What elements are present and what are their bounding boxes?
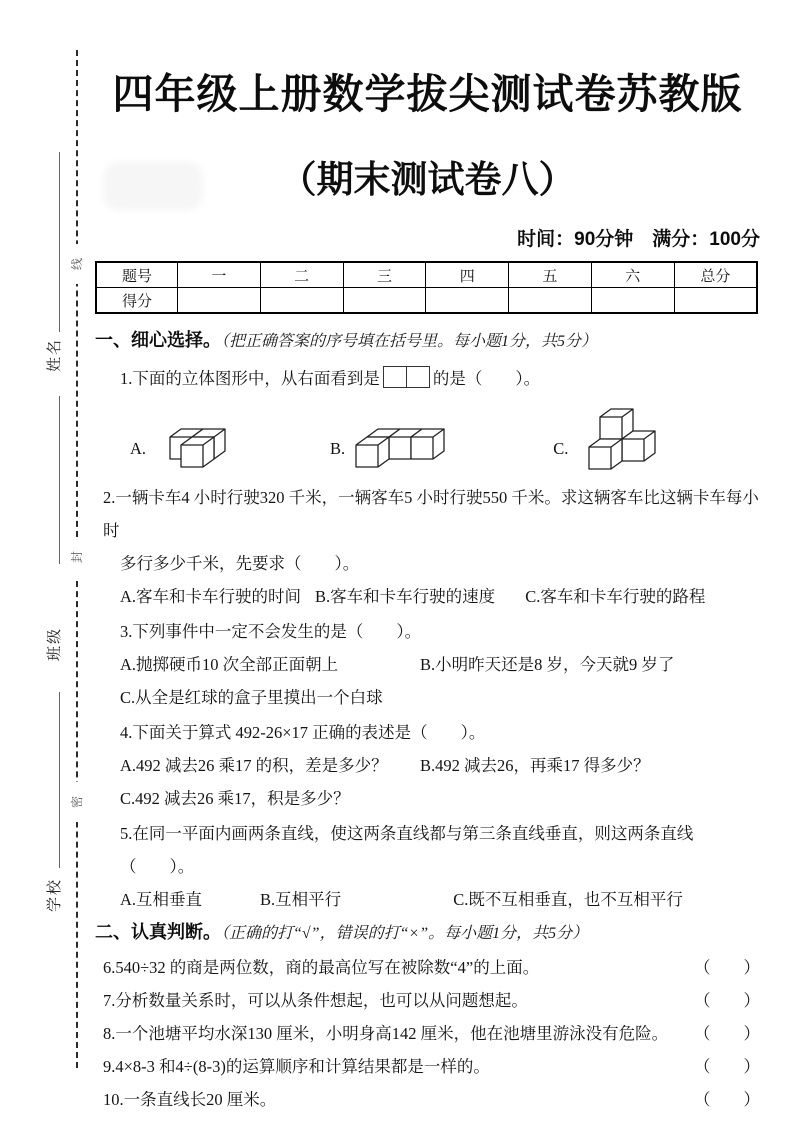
question-4-options-ab bbox=[95, 749, 760, 782]
cube-figure-a bbox=[130, 405, 242, 473]
q2-option-b: B.客车和卡车行驶的速度 bbox=[315, 587, 496, 606]
paper-subtitle: （期末测试卷八） bbox=[279, 159, 576, 200]
score-cell bbox=[426, 288, 509, 314]
score-col: 一 bbox=[178, 262, 261, 288]
score-table-corner: 题号 bbox=[96, 262, 178, 288]
answer-bracket: （ ） bbox=[694, 1057, 760, 1076]
q5-option-a: A.互相垂直 bbox=[120, 890, 203, 909]
judge-item-text: 7.分析数量关系时，可以从条件想起，也可以从问题想起。 bbox=[103, 991, 528, 1010]
score-cell bbox=[260, 288, 343, 314]
q4-option-a: A.492 减去26 乘17 的积，差是多少？ bbox=[120, 756, 388, 775]
q1-text-pre: 1.下面的立体图形中，从右面看到是 bbox=[120, 369, 380, 388]
score-col: 二 bbox=[260, 262, 343, 288]
q5-option-b: B.互相平行 bbox=[260, 890, 342, 909]
score-cell bbox=[509, 288, 592, 314]
seal-char-feng: 封 bbox=[69, 537, 85, 577]
score-cell bbox=[178, 288, 261, 314]
paper-body bbox=[95, 70, 760, 1116]
paper-title: 四年级上册数学拔尖测试卷苏教版 bbox=[112, 71, 743, 117]
score-cell bbox=[674, 288, 757, 314]
score-col: 五 bbox=[509, 262, 592, 288]
q2-option-c: C.客车和卡车行驶的路程 bbox=[525, 587, 706, 606]
question-2-line1: 2.一辆卡车4 小时行驶320 千米，一辆客车5 小时行驶550 千米。求这辆客车比这辆卡车每小时 bbox=[103, 488, 759, 540]
section1-title: 一、细心选择。 bbox=[95, 330, 221, 350]
score-table bbox=[95, 261, 758, 314]
question-4-stem: 4.下面关于算式 492-26×17 正确的表述是（ ）。 bbox=[120, 723, 486, 742]
section1-note: （把正确答案的序号填在括号里。每小题1分，共5分） bbox=[221, 333, 598, 350]
judge-item-text: 8.一个池塘平均水深130 厘米，小明身高142 厘米，他在池塘里游泳没有危险。 bbox=[103, 1024, 669, 1043]
cube-figure-b bbox=[330, 405, 461, 473]
judge-item-7 bbox=[95, 984, 760, 1017]
q1-text-post: 的是（ ）。 bbox=[432, 369, 541, 388]
score-col: 四 bbox=[426, 262, 509, 288]
cube-drawing-c bbox=[572, 389, 664, 473]
question-3-options-ab bbox=[95, 648, 760, 681]
q5-option-c: C.既不互相垂直，也不互相平行 bbox=[453, 890, 683, 909]
judge-item-6 bbox=[95, 951, 760, 984]
judge-item-text: 9.4×8-3 和4÷(8-3)的运算顺序和计算结果都是一样的。 bbox=[103, 1057, 490, 1076]
question-5-options bbox=[95, 883, 760, 916]
q4-option-c: C.492 减去26 乘17，积是多少？ bbox=[120, 789, 350, 808]
judge-item-text: 6.540÷32 的商是两位数，商的最高位写在被除数“4”的上面。 bbox=[103, 958, 540, 977]
option-b-label: B. bbox=[330, 439, 346, 458]
q3-option-b: B.小明昨天还是8 岁，今天就9 岁了 bbox=[420, 655, 675, 674]
answer-bracket: （ ） bbox=[694, 958, 760, 977]
seal-char-xian: 线 bbox=[69, 244, 85, 284]
score-col: 三 bbox=[343, 262, 426, 288]
class-fill-line bbox=[59, 396, 60, 564]
score-row-label: 得分 bbox=[96, 288, 178, 314]
score-table-score-row bbox=[96, 288, 757, 314]
name-label: 姓名 bbox=[46, 338, 63, 373]
option-c-label: C. bbox=[553, 439, 569, 458]
q1-figure-options bbox=[95, 401, 760, 473]
option-a-label: A. bbox=[130, 439, 147, 458]
judge-item-9 bbox=[95, 1050, 760, 1083]
score-table-header-row bbox=[96, 262, 757, 288]
class-label: 班级 bbox=[46, 627, 63, 662]
school-fill-line bbox=[59, 692, 60, 868]
cube-drawing-a bbox=[150, 405, 242, 473]
time-score-meta: 时间：90分钟 满分：100分 bbox=[517, 229, 760, 250]
section1-header bbox=[95, 329, 760, 353]
q4-option-b: B.492 减去26，再乘17 得多少？ bbox=[420, 756, 650, 775]
score-col: 总分 bbox=[674, 262, 757, 288]
section2-header bbox=[95, 921, 760, 945]
two-squares-figure bbox=[383, 366, 430, 388]
question-3-stem: 3.下列事件中一定不会发生的是（ ）。 bbox=[120, 622, 422, 641]
name-fill-line bbox=[59, 152, 60, 332]
q3-option-a: A.抛掷硬币10 次全部正面朝上 bbox=[120, 655, 339, 674]
score-cell bbox=[343, 288, 426, 314]
question-2-options bbox=[95, 580, 760, 613]
score-col: 六 bbox=[591, 262, 674, 288]
judge-item-10 bbox=[95, 1083, 760, 1116]
q3-option-c: C.从全是红球的盒子里摸出一个白球 bbox=[120, 688, 383, 707]
school-label: 学校 bbox=[46, 878, 63, 913]
section2-note: （正确的打“√”，错误的打“×”。每小题1分，共5分） bbox=[221, 925, 589, 942]
section2-title: 二、认真判断。 bbox=[95, 922, 221, 942]
cube-drawing-b bbox=[349, 405, 461, 473]
question-5-stem: 5.在同一平面内画两条直线，使这两条直线都与第三条直线垂直，则这两条直线（ ）。 bbox=[120, 824, 694, 876]
seal-char-mi: 密 bbox=[69, 782, 85, 822]
answer-bracket: （ ） bbox=[694, 1024, 760, 1043]
cube-figure-c bbox=[553, 389, 664, 473]
answer-bracket: （ ） bbox=[694, 991, 760, 1010]
answer-bracket: （ ） bbox=[694, 1090, 760, 1109]
judge-item-8 bbox=[95, 1017, 760, 1050]
q2-option-a: A.客车和卡车行驶的时间 bbox=[120, 587, 302, 606]
score-cell bbox=[591, 288, 674, 314]
question-2-line2: 多行多少千米，先要求（ ）。 bbox=[120, 554, 360, 573]
judge-item-text: 10.一条直线长20 厘米。 bbox=[103, 1090, 277, 1109]
